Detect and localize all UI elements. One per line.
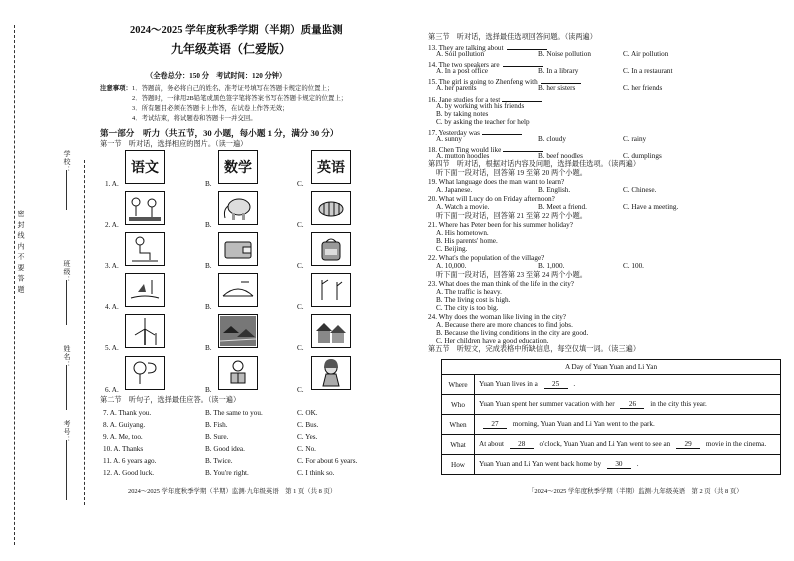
seal-text: 密 封 线 内 不 要 答 题 [17, 210, 25, 294]
table-row [442, 395, 781, 415]
q13-blank [507, 42, 547, 50]
q13-opt-b: B. Noise pollution [538, 50, 591, 58]
tiger-icon [311, 191, 351, 225]
q13-opt-a: A. Soil pollution [436, 50, 485, 58]
q15-opt-b: B. her sisters [538, 84, 576, 92]
q11-opt-b: B. Twice. [205, 457, 233, 465]
q20-opt-c: C. Have a meeting. [623, 203, 679, 211]
sketch [312, 192, 350, 224]
pic-opt-b-label: B. [205, 344, 212, 352]
q16-opt-b: B. by taking notes [436, 110, 489, 118]
sketch [126, 192, 164, 224]
boy-talking-icon [125, 356, 165, 390]
q22-stem: 22. What's the population of the village? [428, 254, 545, 262]
math-word-icon [218, 150, 258, 184]
sketch [312, 233, 350, 265]
exam-no-line [66, 440, 67, 500]
chinese-painting-trees-icon [311, 273, 351, 307]
q11-opt-a: 11. A. 6 years ago. [103, 457, 157, 465]
pic-word: 英语 [317, 160, 345, 176]
answer-blank: 26 [620, 400, 644, 409]
answer-blank: 25 [544, 380, 568, 389]
class-label: 班级： [63, 260, 71, 284]
q8-opt-a: 8. A. Guiyang. [103, 421, 146, 429]
pic-q-label: 6. A. [105, 386, 119, 394]
pic-q-label: 3. A. [105, 262, 119, 270]
pic-q-label: 1. A. [105, 180, 119, 188]
q8-opt-b: B. Fish. [205, 421, 228, 429]
q17-opt-a: A. sunny [436, 135, 462, 143]
q13-stem: 13. They are talking about [428, 44, 504, 52]
q18-stem: 18. Chen Ting would like [428, 146, 502, 154]
school-label: 学校： [63, 150, 71, 174]
notice-3: 3．所有题目必须在答题卡上作答，在试卷上作答无效； [132, 105, 289, 112]
sketch [219, 192, 257, 224]
english-word-icon [311, 150, 351, 184]
q12-opt-b: B. You're right. [205, 469, 249, 477]
table-row [442, 375, 781, 395]
pic-opt-b-label: B. [205, 180, 212, 188]
q18-opt-c: C. dumplings [623, 152, 662, 160]
right-footer: 「2024～2025 学年度秋季学期（半期）监测·九年级英语 第 2 页（共 8 页） [528, 488, 743, 495]
q24-stem: 24. Why does the woman like living in the city? [428, 313, 567, 321]
q14-blank [503, 59, 543, 67]
answer-blank: 29 [676, 440, 700, 449]
sketch [219, 315, 257, 347]
q16-opt-a: A. by working with his friends [436, 102, 525, 110]
pic-opt-b-label: B. [205, 386, 212, 394]
exam-title: 2024～2025 学年度秋季学期（半期）质量监测 [130, 25, 343, 36]
q15-opt-c: C. her friends [623, 84, 663, 92]
q7-opt-b: B. The same to you. [205, 409, 263, 417]
table-title: A Day of Yuan Yuan and Li Yan [442, 360, 781, 375]
q23-opt-c: C. The city is too big. [436, 304, 499, 312]
answer-blank: 27 [483, 420, 507, 429]
children-scene-icon [125, 191, 165, 225]
q24-opt-c: C. Her children have a good education. [436, 337, 549, 345]
q16-opt-c: C. by asking the teacher for help [436, 118, 530, 126]
name-line [66, 365, 67, 410]
q9-opt-c: C. Yes. [297, 433, 318, 441]
table-row-content [475, 375, 781, 395]
q18-opt-b: B. beef noodles [538, 152, 583, 160]
sketch [126, 315, 164, 347]
pic-opt-b-label: B. [205, 262, 212, 270]
notice-1: 1．答题前，务必将自己的姓名、准考证号填写在答题卡规定的位置上； [132, 85, 334, 92]
q15-opt-a: A. her parents [436, 84, 477, 92]
q21-opt-a: A. His hometown. [436, 229, 489, 237]
section4-heading: 第四节 听对话，根据对话内容及问题，选择最佳选项。（读两遍） [428, 160, 641, 168]
schoolbag-icon [311, 232, 351, 266]
q16-stem: 16. Jane studies for a test [428, 96, 501, 104]
pic-opt-c-label: C. [297, 344, 304, 352]
answer-blank: 28 [510, 440, 534, 449]
q12-opt-c: C. I think so. [297, 469, 335, 477]
sketch [126, 357, 164, 389]
section3-heading: 第三节 听对话，选择最佳选项回答问题。（读两遍） [428, 33, 597, 41]
q11-opt-c: C. For about 6 years. [297, 457, 358, 465]
fold-line [84, 160, 85, 505]
windmill-icon [125, 314, 165, 348]
q23-stem: 23. What does the man think of the life in the city? [428, 280, 574, 288]
q22-opt-b: B. 1,000. [538, 262, 565, 270]
pic-opt-c-label: C. [297, 262, 304, 270]
q14-stem: 14. The two speakers are [428, 61, 500, 69]
sketch [312, 274, 350, 306]
score-info: （全卷总分：150 分 考试时间：120 分钟） [146, 72, 287, 80]
elephant-icon [218, 191, 258, 225]
sketch [312, 315, 350, 347]
pic-q-label: 4. A. [105, 303, 119, 311]
table-row [442, 415, 781, 435]
section4-hint-1: 听下面一段对话，回答第 19 至第 20 两个小题。 [436, 169, 587, 177]
table-text: . [573, 380, 576, 388]
table-text: . [636, 460, 639, 468]
pic-word: 数学 [224, 160, 252, 176]
q15-stem: 15. The girl is going to Zhenfeng with [428, 78, 538, 86]
sketch [219, 274, 257, 306]
section4-hint-3: 听下面一段对话，回答第 23 至第 24 两个小题。 [436, 271, 587, 279]
girl-cartoon-icon [311, 356, 351, 390]
q16-blank [502, 94, 542, 102]
q24-opt-a: A. Because there are more chances to find jobs. [436, 321, 573, 329]
part1-heading: 第一部分 听力（共五节，30 小题，每小题 1 分，满分 30 分） [100, 128, 339, 138]
notice-4: 4．考试结束，将试题卷和答题卡一并交回。 [132, 115, 257, 122]
q10-opt-c: C. No. [297, 445, 316, 453]
wallet-icon [218, 232, 258, 266]
table-row [442, 435, 781, 455]
q17-stem: 17. Yesterday was [428, 129, 480, 137]
section4-hint-2: 听下面一段对话，回答第 21 至第 22 两个小题。 [436, 212, 587, 220]
q23-opt-b: B. The living cost is high. [436, 296, 511, 304]
sketch [312, 357, 350, 389]
pic-opt-b-label: B. [205, 303, 212, 311]
chinese-book-word-icon [125, 150, 165, 184]
table-text: movie in the cinema. [705, 440, 767, 448]
q21-opt-b: B. His parents' home. [436, 237, 498, 245]
table-text: morning, Yuan Yuan and Li Yan went to the park. [512, 420, 655, 428]
q23-opt-a: A. The traffic is heavy. [436, 288, 502, 296]
q20-opt-a: A. Watch a movie. [436, 203, 490, 211]
q19-stem: 19. What language does the man want to learn? [428, 178, 565, 186]
q7-opt-c: C. OK. [297, 409, 318, 417]
notice-title: 注意事项： [100, 85, 132, 92]
pic-q-label: 2. A. [105, 221, 119, 229]
table-row-key: How [442, 455, 475, 475]
q18-blank [503, 144, 543, 152]
notice-2: 2．答题时，一律用2B铅笔或黑色签字笔将答案书写在答题卡规定的位置上； [132, 95, 348, 102]
q9-opt-a: 9. A. Me, too. [103, 433, 143, 441]
pic-word: 语文 [131, 160, 159, 176]
section2-heading: 第二节 听句子，选择最佳应答。（读一遍） [100, 396, 241, 404]
pic-opt-c-label: C. [297, 386, 304, 394]
exam-subject: 九年级英语（仁爱版） [171, 42, 292, 56]
table-text: At about [479, 440, 504, 448]
school-line [66, 170, 67, 210]
table-text: in the city this year. [650, 400, 707, 408]
table-row [442, 455, 781, 475]
pic-opt-c-label: C. [297, 221, 304, 229]
q12-opt-a: 12. A. Good luck. [103, 469, 155, 477]
class-line [66, 280, 67, 325]
village-icon [218, 314, 258, 348]
exam-no-label: 考号： [63, 420, 71, 444]
q21-stem: 21. Where has Peter been for his summer holiday? [428, 221, 573, 229]
boy-reading-icon [218, 356, 258, 390]
chinese-painting-bridge-icon [218, 273, 258, 307]
info-table [441, 359, 781, 475]
table-row-content [475, 395, 781, 415]
section5-heading: 第五节 听短文，完成表格中所缺信息，每空仅填一词。（读三遍） [428, 345, 641, 353]
person-sitting-icon [125, 232, 165, 266]
q17-opt-b: B. cloudy [538, 135, 566, 143]
sketch [126, 233, 164, 265]
q8-opt-c: C. Bus. [297, 421, 319, 429]
q13-opt-c: C. Air pollution [623, 50, 669, 58]
q19-opt-c: C. Chinese. [623, 186, 657, 194]
rooftops-icon [311, 314, 351, 348]
q22-opt-a: A. 10,000. [436, 262, 467, 270]
q17-opt-c: C. rainy [623, 135, 647, 143]
table-body [442, 375, 781, 475]
answer-blank: 30 [607, 460, 631, 469]
sketch [219, 233, 257, 265]
q7-opt-a: 7. A. Thank you. [103, 409, 152, 417]
q14-opt-c: C. In a restaurant [623, 67, 673, 75]
pic-opt-c-label: C. [297, 303, 304, 311]
q14-opt-b: B. In a library [538, 67, 579, 75]
table-text: Yuan Yuan lives in a [479, 380, 538, 388]
table-text: o'clock, Yuan Yuan and Li Yan went to see an [539, 440, 671, 448]
seal-dashed-line [14, 25, 15, 545]
table-row-content [475, 415, 781, 435]
q20-opt-b: B. Meet a friend. [538, 203, 587, 211]
pic-q-label: 5. A. [105, 344, 119, 352]
q17-blank [482, 127, 522, 135]
q10-opt-b: B. Good idea. [205, 445, 245, 453]
q21-opt-c: C. Beijing. [436, 245, 468, 253]
table-row-content [475, 435, 781, 455]
table-text: Yuan Yuan and Li Yan went back home by [479, 460, 602, 468]
q15-blank [541, 76, 581, 84]
pic-opt-b-label: B. [205, 221, 212, 229]
q22-opt-c: C. 100. [623, 262, 644, 270]
table-title-row [442, 360, 781, 375]
chinese-painting-boats-icon [125, 273, 165, 307]
table-row-key: When [442, 415, 475, 435]
q14-opt-a: A. In a post office [436, 67, 488, 75]
table-text: Yuan Yuan spent her summer vacation with her [479, 400, 615, 408]
table-row-key: Where [442, 375, 475, 395]
sketch [126, 274, 164, 306]
q10-opt-a: 10. A. Thanks [103, 445, 144, 453]
q19-opt-b: B. English. [538, 186, 571, 194]
q18-opt-a: A. mutton noodles [436, 152, 490, 160]
pic-opt-c-label: C. [297, 180, 304, 188]
table-row-key: What [442, 435, 475, 455]
sketch [219, 357, 257, 389]
left-footer: 2024～2025 学年度秋季学期（半期）监测·九年级英语 第 1 页（共 8 页） [128, 488, 337, 495]
name-label: 姓名： [63, 345, 71, 369]
q9-opt-b: B. Sure. [205, 433, 229, 441]
table-row-content [475, 455, 781, 475]
q19-opt-a: A. Japanese. [436, 186, 473, 194]
section1-heading: 第一节 听对话，选择相应的图片。（读一遍） [100, 140, 248, 148]
q24-opt-b: B. Because the living conditions in the city are good. [436, 329, 589, 337]
table-row-key: Who [442, 395, 475, 415]
q20-stem: 20. What will Lucy do on Friday afternoon? [428, 195, 555, 203]
